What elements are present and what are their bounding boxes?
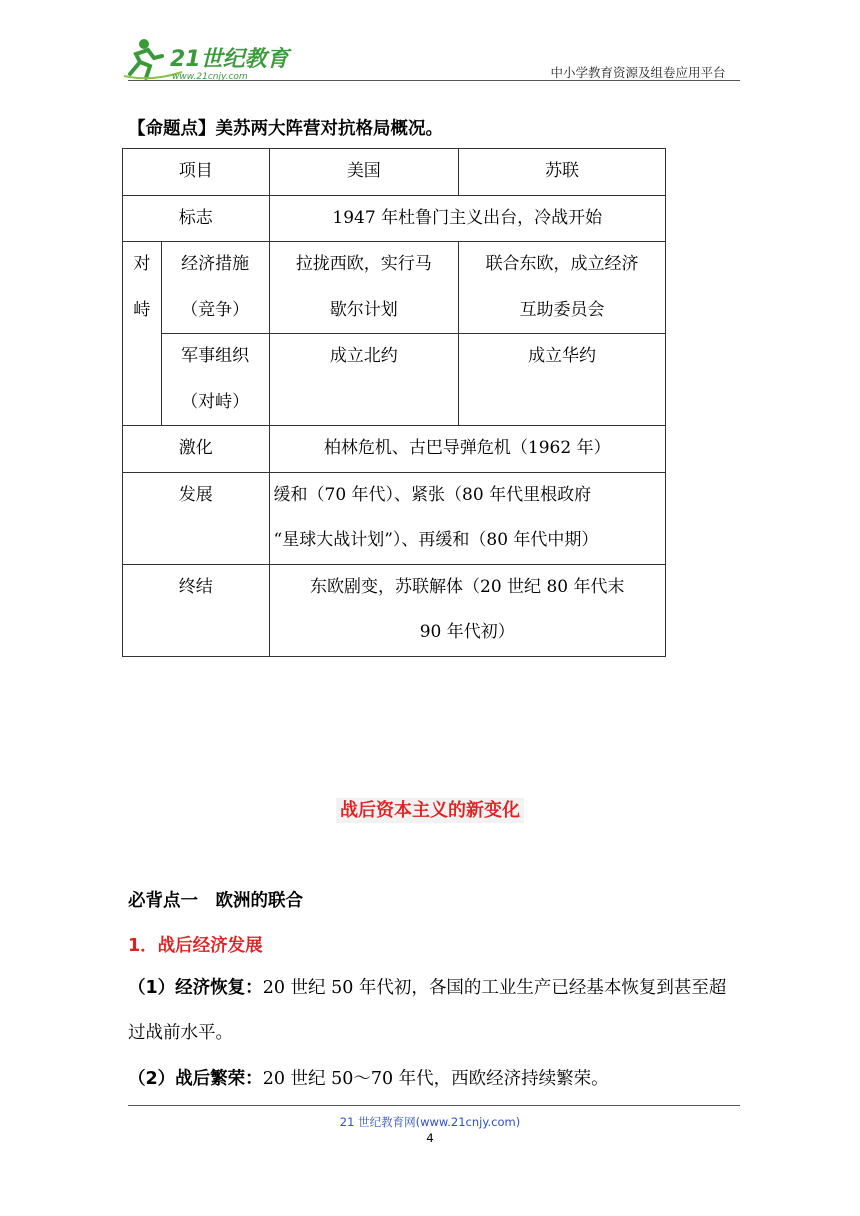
footer-divider	[128, 1105, 740, 1106]
cell-military-us: 成立北约	[269, 334, 459, 426]
cell-economic-su: 联合东欧，成立经济 互助委员会	[459, 242, 666, 334]
row-label-confront: 对 峙	[123, 242, 162, 426]
table-head-item: 项目	[123, 149, 270, 196]
logo	[122, 36, 292, 84]
paragraph-1-text: 20 世纪 50 年代初，各国的工业生产已经基本恢复到甚至超过战前水平。	[128, 978, 727, 1043]
row-value-end: 东欧剧变，苏联解体（20 世纪 80 年代末 90 年代初）	[269, 564, 665, 656]
table-row	[123, 334, 666, 426]
cell-military-su: 成立华约	[459, 334, 666, 426]
must-point-heading: 必背点一 欧洲的联合	[128, 891, 303, 911]
row-value-intensify: 柏林危机、古巴导弹危机（1962 年）	[269, 426, 665, 473]
header-divider	[128, 80, 740, 81]
table-row	[123, 426, 666, 473]
row-label-mark: 标志	[123, 195, 270, 242]
table-row	[123, 472, 666, 564]
row-value-development: 缓和（70 年代）、紧张（80 年代里根政府 “星球大战计划”）、再缓和（80 年代中期）	[269, 472, 665, 564]
table-row	[123, 149, 666, 196]
row-label-end: 终结	[123, 564, 270, 656]
svg-text:21世纪教育: 21世纪教育	[170, 47, 289, 72]
table-head-su: 苏联	[459, 149, 666, 196]
paragraph-2-label: （2）战后繁荣：	[128, 1069, 263, 1089]
table-row	[123, 564, 666, 656]
sub-heading: 1．战后经济发展	[128, 936, 263, 956]
table-row	[123, 242, 666, 334]
paragraph-1-label: （1）经济恢复：	[128, 978, 263, 998]
row-label-intensify: 激化	[123, 426, 270, 473]
row-label-military: 军事组织 （对峙）	[161, 334, 269, 426]
section-title: 战后资本主义的新变化	[0, 796, 860, 822]
paragraph-1	[128, 966, 740, 1056]
cell-economic-us: 拉拢西欧，实行马 歇尔计划	[269, 242, 459, 334]
row-label-development: 发展	[123, 472, 270, 564]
comparison-table	[122, 148, 666, 657]
command-point-heading: 【命题点】美苏两大阵营对抗格局概况。	[128, 119, 443, 139]
runner-logo-icon	[122, 36, 292, 84]
paragraph-2	[128, 1057, 740, 1102]
svg-text:www.21cnjy.com: www.21cnjy.com	[172, 72, 248, 82]
page-number: 4	[426, 1131, 434, 1145]
row-label-economic: 经济措施 （竞争）	[161, 242, 269, 334]
footer-site-link[interactable]: 21 世纪教育网(www.21cnjy.com)	[339, 1115, 521, 1129]
row-value-mark: 1947 年杜鲁门主义出台，冷战开始	[269, 195, 665, 242]
table-row	[123, 195, 666, 242]
table-head-us: 美国	[269, 149, 459, 196]
paragraph-2-text: 20 世纪 50～70 年代，西欧经济持续繁荣。	[262, 1069, 609, 1089]
header-platform-text: 中小学教育资源及组卷应用平台	[550, 65, 726, 80]
